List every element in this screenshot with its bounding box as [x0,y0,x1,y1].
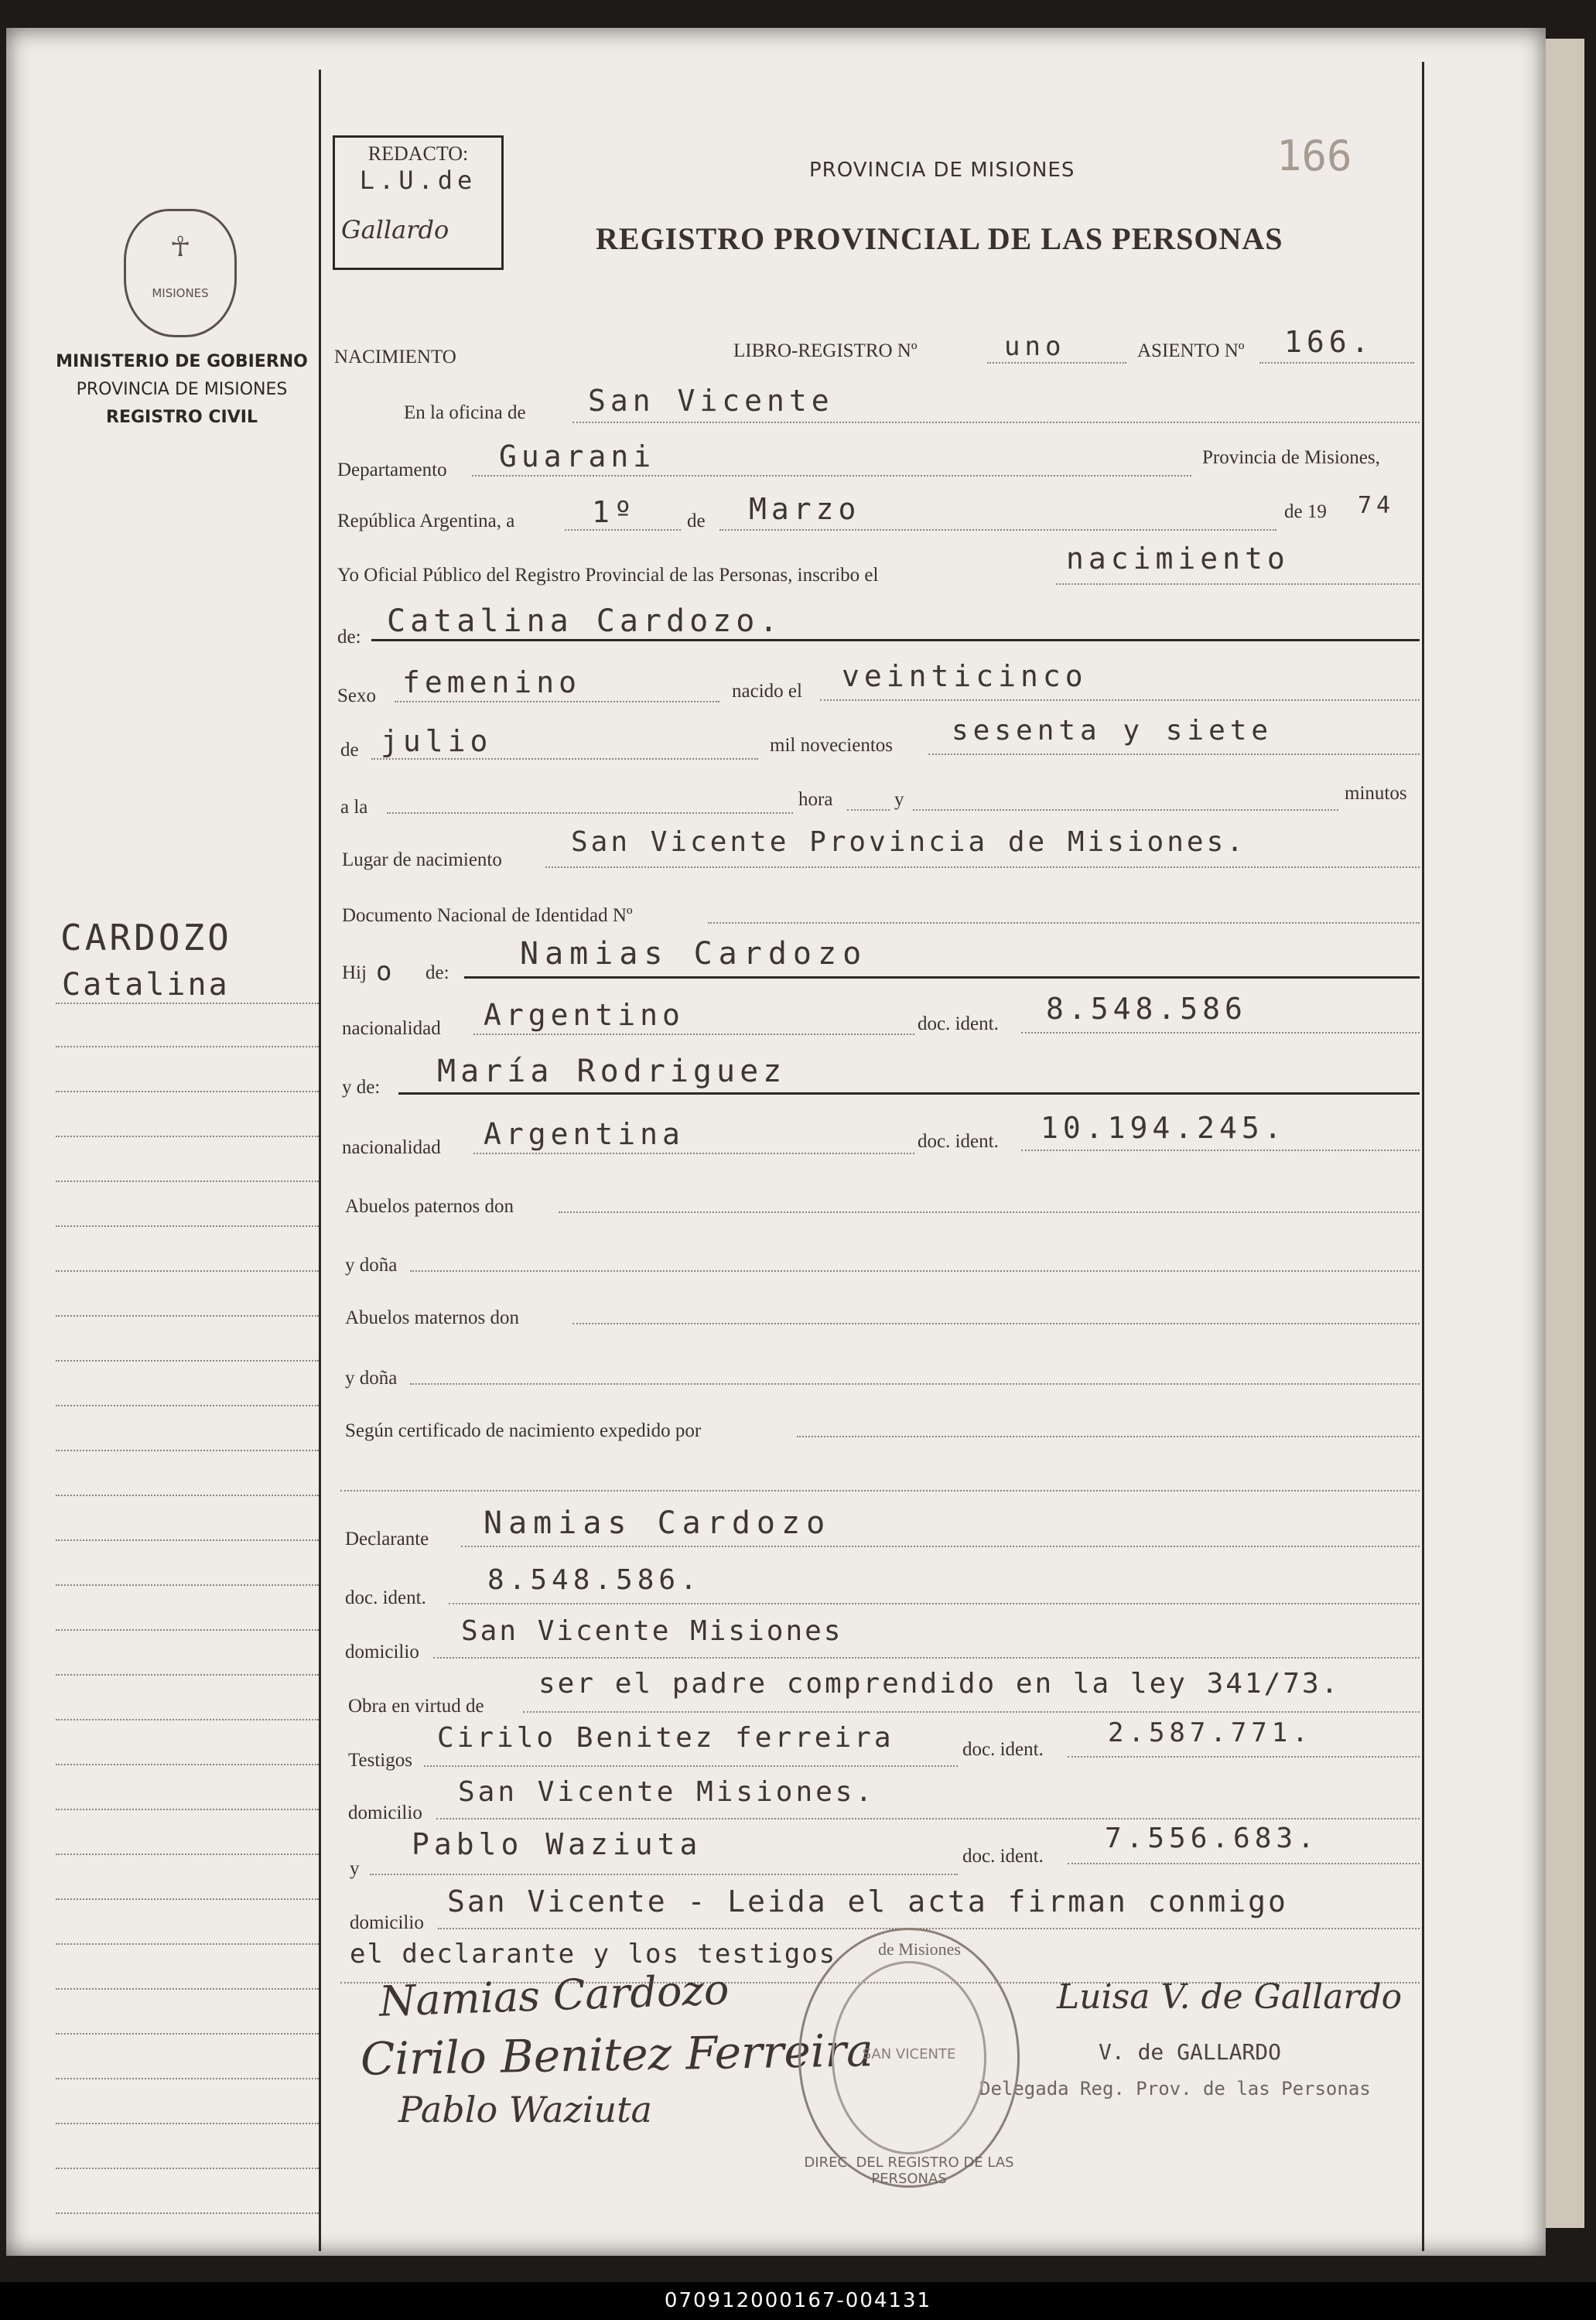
official-title: Delegada Reg. Prov. de las Personas [979,2078,1371,2100]
domicilio-final-value: San Vicente - Leida el acta firman conmigo [447,1884,1288,1919]
madre-doc-label: doc. ident. [918,1131,999,1152]
redacto-box [333,135,504,270]
margin-line [56,1225,319,1227]
oficial-label: Yo Oficial Público del Registro Provincial de las Personas, inscribo el [337,565,879,586]
folio-number: 166 [1276,132,1352,180]
obra-label: Obra en virtud de [348,1696,484,1717]
padre-value: Namias Cardozo [520,936,868,972]
signature-testigo2: Pablo Waziuta [398,2089,652,2130]
margin-divider [319,70,321,2251]
redacto-line1: L.U.de [359,166,477,195]
margin-surname: CARDOZO [60,917,232,958]
declarante-value: Namias Cardozo [484,1505,832,1541]
margin-line [56,1270,319,1272]
madre-doc-value: 10.194.245. [1041,1111,1287,1145]
margin-line [56,2123,319,2124]
redacto-label: REDACTO: [367,142,469,165]
abuelos-maternos-dona-label: y doña [345,1368,398,1389]
margin-given-name: Catalina [62,967,230,1003]
nacido-value: veinticinco [842,659,1088,693]
image-id-bar: 070912000167-004131 [0,2282,1596,2320]
stamp-ring-text: DIREC. DEL REGISTRO DE LAS PERSONAS [804,2154,1014,2187]
libro-label: LIBRO-REGISTRO Nº [733,340,918,361]
a-la-label: a la [340,797,368,818]
margin-line [56,1629,319,1631]
testigo2-doc-label: doc. ident. [962,1846,1044,1867]
signature-declarante: Namias Cardozo [378,1965,730,2026]
margin-line [56,1539,319,1541]
stamp-inner-text: SAN VICENTE [862,2046,956,2062]
margin-line [56,1315,319,1317]
province-label: PROVINCIA DE MISIONES [76,380,288,399]
testigo2-value: Pablo Waziuta [412,1827,702,1861]
abuelos-paternos-label: Abuelos paternos don [345,1196,514,1217]
ministry-emblem: ☥ MISIONES [124,209,237,337]
hijo-de-label: de: [425,962,449,983]
testigo2-doc-value: 7.556.683. [1105,1823,1319,1854]
oficial-value: nacimiento [1066,542,1290,576]
margin-line [56,1091,319,1092]
republica-label: República Argentina, a [337,511,515,531]
abuelos-maternos-label: Abuelos maternos don [345,1307,519,1328]
departamento-value: Guarani [499,439,656,473]
registry-header: REGISTRO PROVINCIAL DE LAS PERSONAS [596,221,1283,256]
margin-line [56,1988,319,1990]
dia-value: 1º [592,495,637,529]
madre-value: María Rodriguez [437,1054,787,1089]
margin-line [56,2033,319,2035]
signature-testigo1: Cirilo Benitez Ferreira [360,2024,874,2086]
margin-line [56,1181,319,1182]
y-de-label: y de: [342,1077,381,1098]
asiento-label: ASIENTO Nº [1137,340,1245,361]
sexo-value: femenino [402,665,582,699]
book-edge [1546,39,1584,2228]
anio-label: de 19 [1284,501,1327,522]
padre-doc-value: 8.548.586 [1046,992,1247,1026]
departamento-label: Departamento [337,460,447,480]
margin-line [56,1674,319,1676]
mes-nac-value: julio [381,724,493,758]
de-label: de [687,511,706,531]
asiento-value: 166. [1284,325,1374,359]
declarante-doc-label: doc. ident. [345,1587,426,1608]
declarante-label: Declarante [345,1529,429,1550]
mil-label: mil novecientos [770,735,893,756]
hora-label: hora [798,789,833,810]
margin-line [56,1136,319,1137]
certificado-label: Según certificado de nacimiento expedido por [345,1420,702,1441]
hijo-suffix: o [376,956,392,987]
margin-line [56,2212,319,2214]
de-nombre-label: de: [337,627,361,647]
margin-line [56,1046,319,1047]
de-mes-label: de [340,740,359,760]
margin-line [56,1719,319,1720]
nacimiento-label: NACIMIENTO [334,347,456,367]
oficina-label: En la oficina de [404,402,526,423]
obra-value: ser el padre comprendido en la ley 341/73. [538,1668,1341,1700]
padre-nac-value: Argentino [484,998,685,1032]
testigo2-domicilio-label: domicilio [350,1912,424,1933]
declarante-doc-value: 8.548.586. [487,1564,702,1596]
margin-line [56,1003,319,1004]
registry-label: REGISTRO CIVIL [106,408,258,427]
lugar-value: San Vicente Provincia de Misiones. [571,826,1246,858]
redacto-line2: Gallardo [341,215,449,244]
signature-official: Luisa V. de Gallardo [1057,1977,1403,2017]
hijo-label: Hij [342,962,367,983]
testigo1-value: Cirilo Benitez ferreira [437,1722,894,1754]
province-header: PROVINCIA DE MISIONES [809,159,1075,182]
sexo-label: Sexo [337,685,376,706]
stamp-top-text: de Misiones [878,1939,961,1959]
declarante-domicilio-value: San Vicente Misiones [461,1615,843,1647]
anio-value: 74 [1358,492,1396,519]
margin-line [56,1809,319,1810]
libro-value: uno [1004,331,1066,362]
minutos-label: minutos [1345,783,1407,804]
nombre-value: Catalina Cardozo. [387,603,783,639]
margin-line [56,1764,319,1765]
provincia-label: Provincia de Misiones, [1202,447,1380,468]
registry-round-stamp [798,1928,1020,2188]
nacido-label: nacido el [732,681,802,702]
ministry-label: MINISTERIO DE GOBIERNO [56,352,308,371]
margin-line [56,2168,319,2169]
y-label: y [894,789,904,810]
margin-line [56,2078,319,2079]
madre-nac-value: Argentina [484,1117,685,1151]
dni-label: Documento Nacional de Identidad Nº [342,905,633,926]
abuelos-paternos-dona-label: y doña [345,1255,398,1276]
mes-value: Marzo [749,492,861,526]
testigos-label: Testigos [348,1750,412,1771]
margin-line [56,1360,319,1362]
margin-line [56,1854,319,1855]
testigo1-domicilio-label: domicilio [348,1802,422,1823]
madre-nacionalidad-label: nacionalidad [342,1137,441,1158]
final-line-value: el declarante y los testigos [350,1939,837,1970]
margin-line [56,1450,319,1451]
margin-line [56,1495,319,1496]
testigo1-domicilio-value: San Vicente Misiones. [458,1776,876,1808]
oficina-value: San Vicente [588,384,834,418]
margin-line [56,1898,319,1900]
official-stamp: V. de GALLARDO [1099,2039,1282,2065]
declarante-domicilio-label: domicilio [345,1642,419,1662]
margin-line [56,1405,319,1406]
margin-line [56,1584,319,1586]
testigo1-doc-value: 2.587.771. [1108,1717,1313,1748]
lugar-label: Lugar de nacimiento [342,849,502,870]
right-border [1422,62,1424,2251]
y2-label: y [350,1858,360,1879]
testigo1-doc-label: doc. ident. [962,1739,1044,1760]
padre-nacionalidad-label: nacionalidad [342,1018,441,1039]
padre-doc-label: doc. ident. [918,1013,999,1034]
anio-nac-value: sesenta y siete [952,715,1273,747]
margin-line [56,1943,319,1945]
